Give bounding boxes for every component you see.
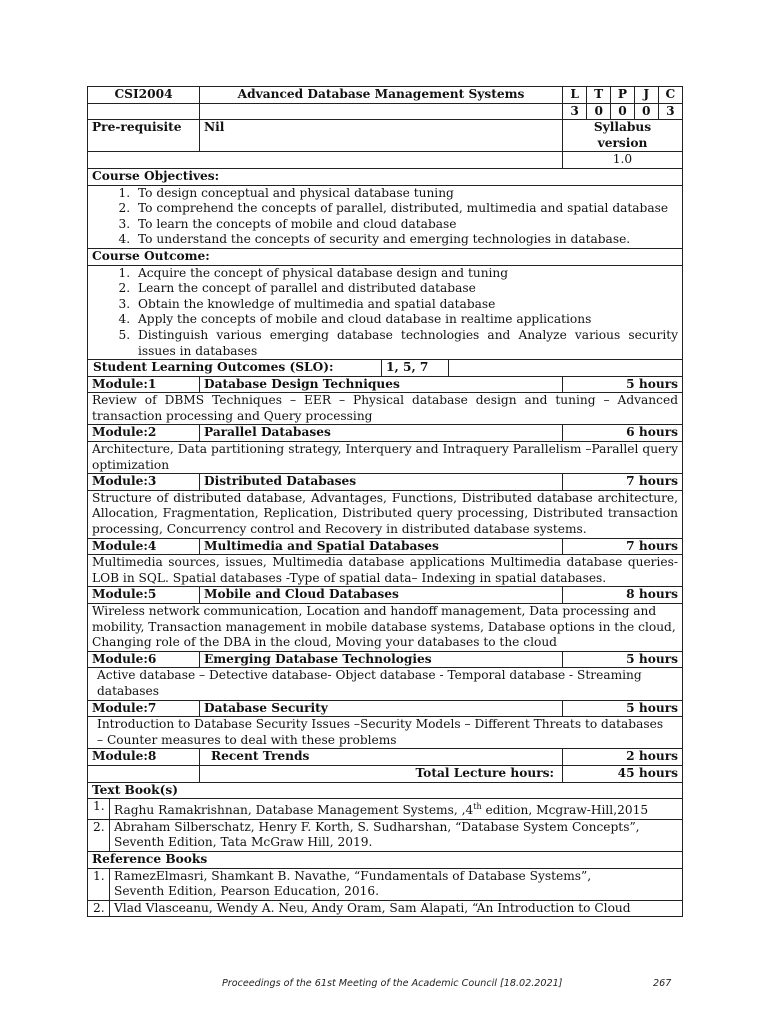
- blank-cell: [88, 103, 200, 120]
- textbook-text-end: edition, Mcgraw-Hill,2015: [481, 803, 649, 818]
- module-content: Architecture, Data partitioning strategy, Interquery and Intraquery Parallelism –Parallel query optimization: [88, 442, 683, 474]
- reference-num: 2.: [88, 900, 110, 917]
- ltpjc-value-l: 3: [570, 103, 579, 118]
- syllabus-version-value: 1.0: [563, 152, 683, 169]
- page-number: 267: [653, 978, 672, 989]
- textbook-entry: Abraham Silberschatz, Henry F. Korth, S. Sudharshan, “Database System Concepts”, Seventh Edition, Tata McGraw Hill, 2019.: [110, 819, 683, 851]
- module-label: Module:1: [88, 376, 200, 393]
- syllabus-page: [87, 86, 682, 917]
- list-item: 3. To learn the concepts of mobile and cloud database: [134, 217, 678, 233]
- module-content: Wireless network communication, Location and handoff management, Data processing and mobility, Transaction management in mobile database systems, Database options in the cloud, Changing role of the DBA in the cloud, Moving your databases to the cloud: [88, 604, 683, 652]
- module-hours: 7 hours: [563, 538, 683, 555]
- list-item: 1. To design conceptual and physical database tuning: [134, 186, 678, 202]
- module-title: Emerging Database Technologies: [200, 651, 563, 668]
- total-hours: 45 hours: [563, 765, 683, 782]
- course-code: CSI2004: [88, 87, 200, 104]
- outcomes-list-cell: [88, 265, 683, 360]
- textbook-num: 1.: [88, 799, 110, 820]
- syllabus-table: [87, 86, 683, 917]
- blank-cell: [200, 103, 563, 120]
- module-content: Multimedia sources, issues, Multimedia database applications Multimedia database queries-LOB in SQL. Spatial databases -Type of spatial data– Indexing in spatial databases.: [88, 555, 683, 587]
- module-content: Review of DBMS Techniques – EER – Physical database design and tuning – Advanced transaction processing and Query processing: [88, 393, 683, 425]
- module-hours: 2 hours: [563, 749, 683, 766]
- textbooks-heading: Text Book(s): [88, 782, 683, 799]
- outcomes-list: [92, 266, 678, 360]
- module-title: Multimedia and Spatial Databases: [200, 538, 563, 555]
- list-item: 4. To understand the concepts of security and emerging technologies in database.: [134, 232, 678, 248]
- module-title: Mobile and Cloud Databases: [200, 587, 563, 604]
- textbook-text: Raghu Ramakrishnan, Database Management Systems, ,4: [114, 803, 474, 818]
- slo-label: Student Learning Outcomes (SLO):: [88, 360, 382, 377]
- module-label: Module:8: [88, 749, 200, 766]
- module-title: Distributed Databases: [200, 474, 563, 491]
- list-item: 4. Apply the concepts of mobile and cloud database in realtime applications: [134, 312, 678, 328]
- references-heading: Reference Books: [88, 851, 683, 868]
- ltpjc-value-j: 0: [634, 104, 658, 120]
- slo-value: [382, 360, 683, 377]
- module-label: Module:3: [88, 474, 200, 491]
- ltpjc-grid: [563, 87, 683, 104]
- blank-cell: [88, 765, 200, 782]
- ltpjc-header-c: C: [658, 87, 682, 103]
- module-content: Introduction to Database Security Issues –Security Models – Different Threats to databases – Counter measures to deal with these problems: [88, 717, 683, 749]
- course-title: Advanced Database Management Systems: [200, 87, 563, 104]
- ltpjc-header-t: T: [587, 87, 611, 103]
- module-title: Database Design Techniques: [200, 376, 563, 393]
- outcomes-heading: Course Outcome:: [88, 248, 683, 265]
- syllabus-version-label: Syllabus version: [563, 120, 683, 152]
- textbook-num: 2.: [88, 819, 110, 851]
- reference-entry: RamezElmasri, Shamkant B. Navathe, “Fundamentals of Database Systems”, Seventh Edition, Pearson Education, 2016.: [110, 868, 683, 900]
- module-title: Database Security: [200, 700, 563, 717]
- textbook-sup: th: [473, 802, 482, 812]
- objectives-list: [92, 186, 678, 248]
- module-label: Module:4: [88, 538, 200, 555]
- ltpjc-values: [563, 103, 683, 120]
- module-label: Module:7: [88, 700, 200, 717]
- module-label: Module:2: [88, 425, 200, 442]
- blank-cell: [449, 360, 683, 376]
- list-item: 2. Learn the concept of parallel and distributed database: [134, 281, 678, 297]
- total-label: Total Lecture hours:: [200, 765, 563, 782]
- list-item: 3. Obtain the knowledge of multimedia and spatial database: [134, 297, 678, 313]
- ltpjc-value-t: 0: [587, 104, 611, 120]
- list-item: 2. To comprehend the concepts of parallel, distributed, multimedia and spatial database: [134, 201, 678, 217]
- module-label: Module:5: [88, 587, 200, 604]
- reference-entry: Vlad Vlasceanu, Wendy A. Neu, Andy Oram, Sam Alapati, “An Introduction to Cloud: [110, 900, 683, 917]
- module-hours: 6 hours: [563, 425, 683, 442]
- blank-cell: [88, 152, 563, 169]
- ltpjc-value-p: 0: [611, 104, 635, 120]
- module-content: Active database – Detective database- Object database - Temporal database - Streaming databases: [88, 668, 683, 700]
- ltpjc-header-j: J: [634, 87, 658, 103]
- module-hours: 5 hours: [563, 651, 683, 668]
- ltpjc-header-p: P: [611, 87, 635, 103]
- module-label: Module:6: [88, 651, 200, 668]
- objectives-list-cell: [88, 185, 683, 248]
- module-content: Structure of distributed database, Advantages, Functions, Distributed database architecture, Allocation, Fragmentation, Replication, Distributed query processing, Distributed transaction processing, Concurrency control and Recovery in distributed database systems.: [88, 490, 683, 538]
- list-item: 5. Distinguish various emerging database technologies and Analyze various security issues in databases: [134, 328, 678, 359]
- proceedings-text: Proceedings of the 61st Meeting of the Academic Council [18.02.2021]: [222, 978, 563, 989]
- objectives-heading: Course Objectives:: [88, 168, 683, 185]
- module-hours: 5 hours: [563, 376, 683, 393]
- module-title: Parallel Databases: [200, 425, 563, 442]
- ltpjc-value-c: 3: [658, 104, 682, 120]
- ltpjc-header-l: L: [570, 87, 579, 101]
- prereq-value: Nil: [200, 120, 563, 152]
- module-hours: 7 hours: [563, 474, 683, 491]
- module-title: Recent Trends: [200, 749, 563, 766]
- module-hours: 8 hours: [563, 587, 683, 604]
- slo-numbers: 1, 5, 7: [386, 360, 429, 375]
- prereq-label: Pre-requisite: [88, 120, 200, 152]
- module-hours: 5 hours: [563, 700, 683, 717]
- reference-num: 1.: [88, 868, 110, 900]
- textbook-entry: [110, 799, 683, 820]
- list-item: 1. Acquire the concept of physical database design and tuning: [134, 266, 678, 282]
